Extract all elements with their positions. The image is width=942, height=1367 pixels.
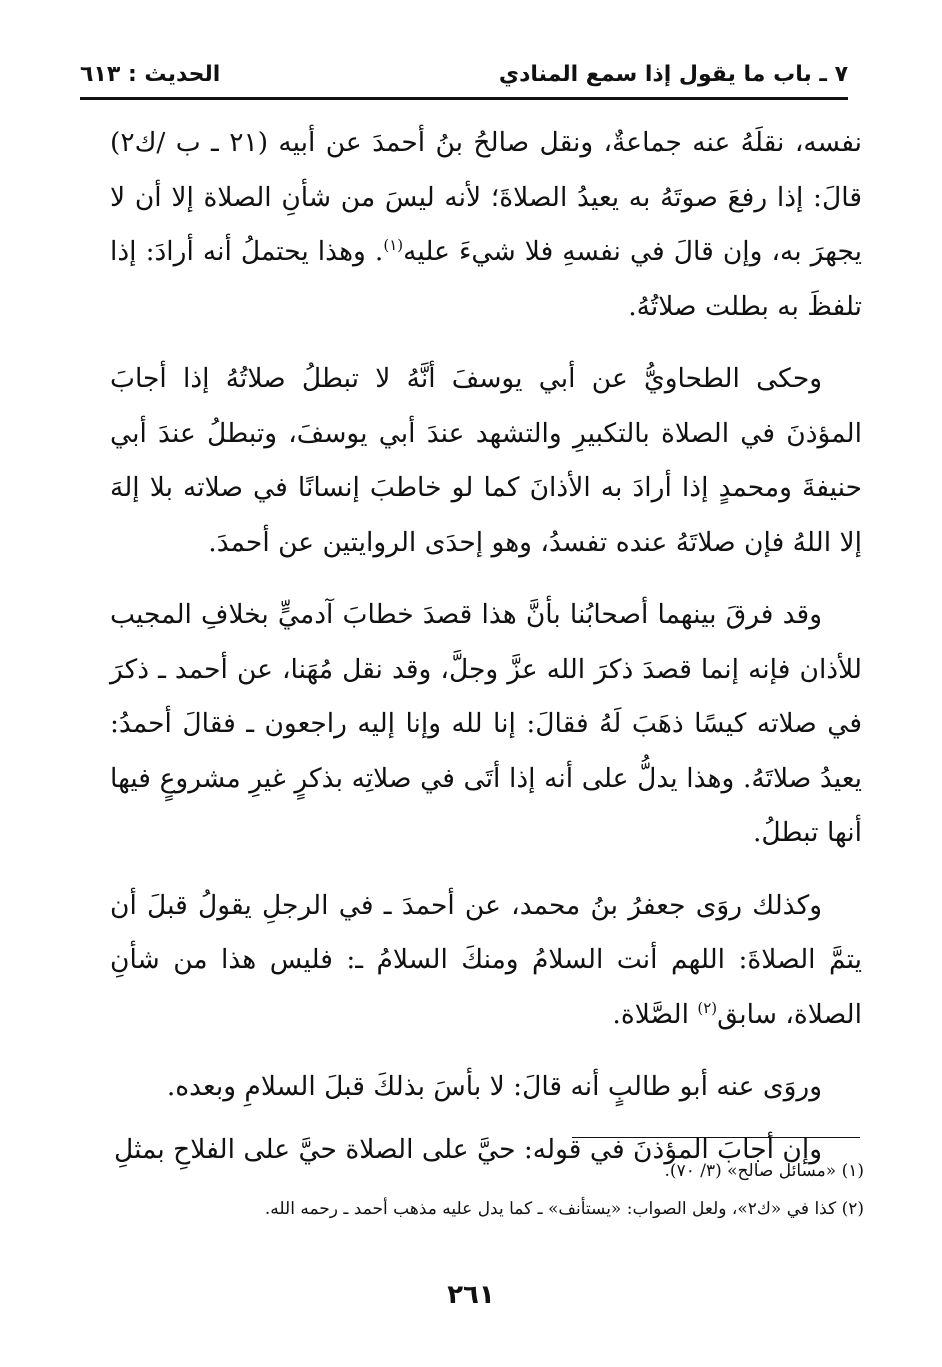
paragraph-text: نفسه، نقلَهُ عنه جماعةٌ، ونقل صالحُ بنُ أحمدَ عن أبيه (٢١ ـ ب /ك٢) قالَ: إذا رفعَ صوتَهُ به يعيدُ الصلاةَ؛ لأنه ليسَ من شأنِ الصلاة إلا أن لا يجهرَ به، وإن قالَ في نفسهِ فلا شيءَ عليه xyxy=(110,127,863,267)
chapter-title: ٧ ـ باب ما يقول إذا سمع المنادي xyxy=(498,62,848,87)
footnote-marker-1: (١) xyxy=(383,236,404,255)
footnote-1: (١) «مسائل صالح» (٣/ ٧٠). xyxy=(664,1161,864,1181)
hadith-reference: الحديث : ٦١٣ xyxy=(80,62,221,87)
page-number: ٢٦١ xyxy=(447,1280,495,1310)
paragraph-text: الصَّلاة. xyxy=(612,998,698,1030)
header-rule xyxy=(80,97,848,100)
running-header xyxy=(80,58,848,98)
paragraph-6: وإن أجابَ المؤذنَ في قوله: حيَّ على الصلاة حيَّ على الفلاحِ بمثلِ xyxy=(114,1133,822,1165)
paragraph-2: وحكى الطحاويُّ عن أبي يوسفَ أنَّهُ لا تبطلُ صلاتُهُ إذا أجابَ المؤذنَ في الصلاة بالتكبيرِ والتشهد عندَ أبي يوسفَ، وتبطلُ عندَ أبي حنيفةَ ومحمدٍ إذا أرادَ به الأذانَ كما لو خاطبَ إنسانًا في صلاته بلا إلهَ إلا اللهُ فإن صلاتَهُ عنده تفسدُ، وهو إحدَى الروايتين عن أحمدَ. xyxy=(110,363,862,558)
paragraph-4 xyxy=(110,879,862,1043)
footnotes xyxy=(110,1152,864,1228)
main-text xyxy=(110,116,862,1195)
footnote-2: (٢) كذا في «ك٢»، ولعل الصواب: «يستأنف» ـ كما يدل عليه مذهب أحمد ـ رحمه الله. xyxy=(264,1199,864,1219)
paragraph-1 xyxy=(110,116,862,334)
paragraph-5: وروَى عنه أبو طالبٍ أنه قالَ: لا بأسَ بذلكَ قبلَ السلامِ وبعده. xyxy=(166,1071,822,1102)
footnote-marker-2: (٢) xyxy=(697,998,718,1017)
paragraph-3: وقد فرقَ بينهما أصحابُنا بأنَّ هذا قصدَ خطابَ آدميٍّ بخلافِ المجيب للأذان فإنه إنما قصدَ ذكرَ الله عزَّ وجلَّ، وقد نقل مُهَنا، عن أحمد ـ ذكرَ في صلاته كيسًا ذهَبَ لَهُ فقالَ: إنا لله وإنا إليه راجعون ـ فقالَ أحمدُ: يعيدُ صلاتَهُ. وهذا يدلُّ على أنه إذا أتَى في صلاتِه بذكرٍ غيرِ مشروعٍ فيها أنها تبطلُ. xyxy=(110,599,862,848)
footnote-separator xyxy=(572,1137,860,1138)
paragraph-text: وكذلك روَى جعفرُ بنُ محمد، عن أحمدَ ـ في الرجلِ يقولُ قبلَ أن يتمَّ الصلاةَ: اللهم أنت السلامُ ومنكَ السلامُ ـ: فليس هذا من شأنِ الصلاة، سابق xyxy=(110,889,862,1030)
paragraph-text: . وهذا يحتملُ أنه أرادَ: إذا تلفظَ به بطلت صلاتُهُ. xyxy=(110,236,862,322)
